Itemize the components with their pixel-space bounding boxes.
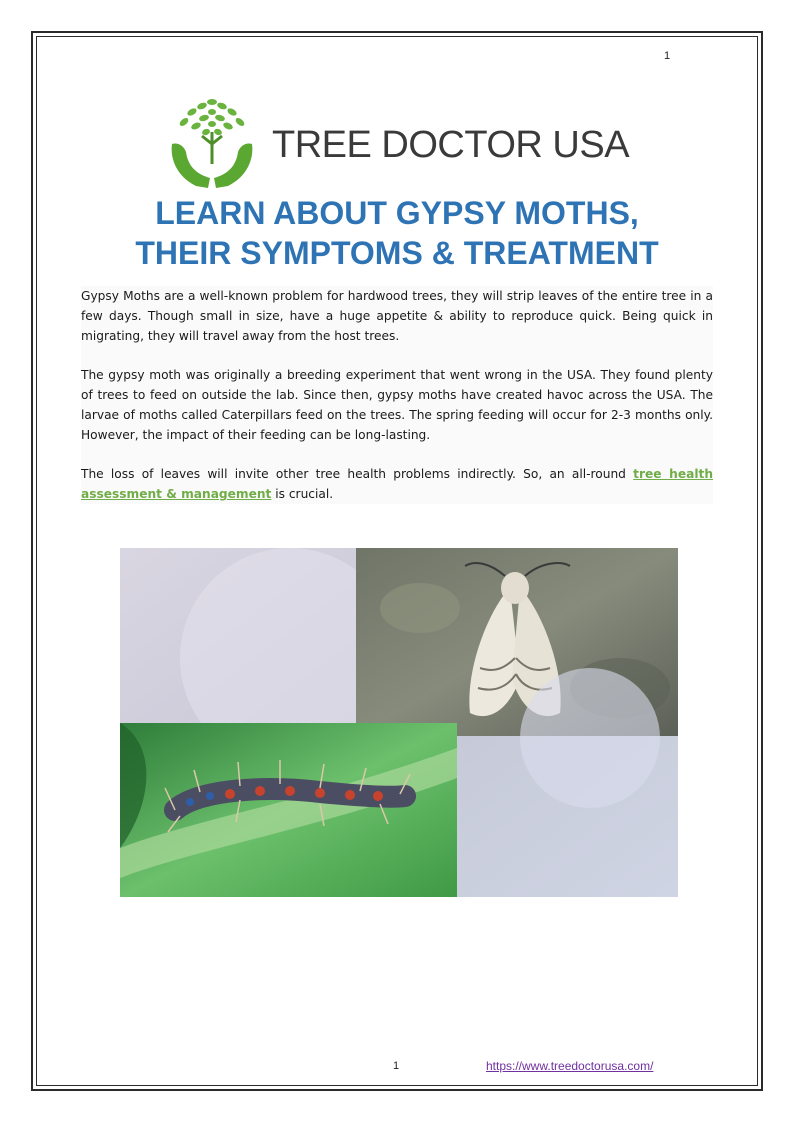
footer-page-number: 1	[393, 1060, 400, 1072]
logo-text: TREE DOCTOR USA	[272, 124, 630, 166]
title-line-2: THEIR SYMPTOMS & TREATMENT	[135, 235, 659, 271]
article-body	[81, 286, 713, 504]
photo-collage	[120, 548, 678, 897]
tree-health-assessment-link[interactable]: tree health assessment & management	[81, 467, 713, 501]
paragraph-3-text-after: is crucial.	[271, 487, 334, 501]
paragraph-3-text-before: The loss of leaves will invite other tree health problems indirectly. So, an all-round	[81, 467, 634, 481]
page-title	[60, 193, 734, 273]
caterpillar-photo	[120, 723, 457, 897]
paragraph-2: The gypsy moth was originally a breeding experiment that went wrong in the USA. They found plenty of trees to feed on outside the lab. Since then, gypsy moths have created havoc across the USA. The larvae of moths called Caterpillars feed on the trees. The spring feeding will occur for 2-3 months only. However, the impact of their feeding can be long-lasting.	[81, 368, 713, 442]
header-page-number: 1	[664, 50, 671, 62]
paragraph-1: Gypsy Moths are a well-known problem for hardwood trees, they will strip leaves of the entire tree in a few days. Though small in size, have a huge appetite & ability to reproduce quick. Being quick in migrating, they will travel away from the host trees.	[81, 289, 713, 343]
footer-website-link[interactable]: https://www.treedoctorusa.com/	[486, 1059, 654, 1073]
title-line-1: LEARN ABOUT GYPSY MOTHS,	[155, 195, 639, 231]
paragraph-3	[81, 464, 713, 504]
